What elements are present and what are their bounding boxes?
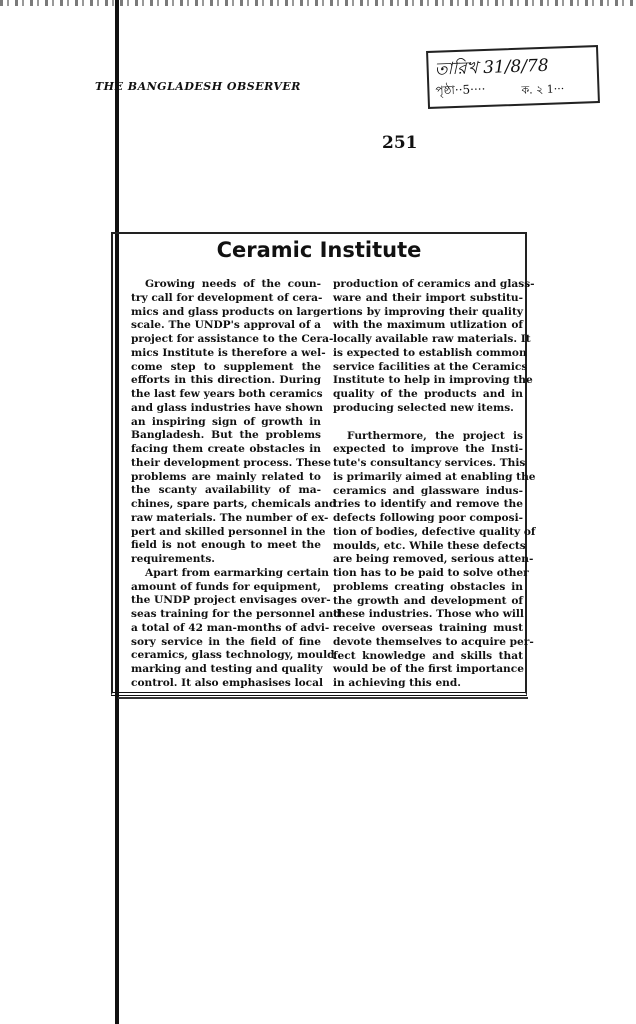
text-line: tion of bodies, defective quality of (333, 525, 536, 538)
stamp-page-row: পৃষ্ঠা··5···· (435, 81, 486, 98)
text-line: try call for development of cera- (131, 291, 323, 304)
text-line: a total of 42 man-months of advi- (131, 621, 330, 634)
text-line: defects following poor composi- (333, 512, 523, 524)
text-line: mics and glass products on larger (131, 305, 333, 318)
text-line: requirements. (131, 553, 215, 565)
text-line: an inspiring sign of growth in (131, 415, 321, 428)
text-line: Furthermore, the project is (347, 429, 523, 442)
stamp-column: 1 (546, 82, 555, 96)
text-line: production of ceramics and glass- (333, 278, 535, 290)
text-line: facing them create obstacles in (131, 443, 321, 455)
text-line: is expected to establish common (333, 346, 527, 359)
stamp-column-row: ক. ২ 1··· (521, 82, 565, 97)
text-line: producing selected new items. (333, 401, 514, 414)
article-title: Ceramic Institute (216, 238, 422, 262)
text-line: moulds, etc. While these defects (333, 539, 526, 552)
text-line: expected to improve the Insti- (333, 443, 523, 456)
text-line: receive overseas training must (333, 622, 523, 634)
text-line: control. It also emphasises local (131, 676, 324, 689)
stamp-page: 5 (462, 82, 471, 97)
text-line: marking and testing and quality (131, 663, 323, 675)
text-line: devote themselves to acquire per- (333, 635, 534, 648)
text-line: in achieving this end. (333, 677, 461, 689)
text-line: amount of funds for equipment, (131, 580, 321, 593)
text-line: Growing needs of the coun- (145, 278, 321, 290)
text-line: scale. The UNDP's approval of a (131, 319, 321, 332)
text-line: tion has to be paid to solve other (333, 567, 529, 579)
text-line: the last few years both ceramics (131, 388, 323, 400)
article-clipping (111, 232, 536, 696)
text-line: come step to supplement the (131, 360, 321, 373)
text-line: problems creating obstacles in (333, 580, 523, 593)
text-line: chines, spare parts, chemicals and (131, 498, 337, 510)
text-line: Institute to help in improving the (333, 374, 533, 387)
text-line: project for assistance to the Cera- (131, 333, 334, 345)
text-line: the growth and development of (333, 594, 523, 607)
text-line: tute's consultancy services. This (333, 457, 526, 469)
paragraph-gap (333, 416, 523, 430)
text-line: raw materials. The number of ex- (131, 511, 329, 524)
text-line: tions by improving their quality (333, 305, 523, 318)
stamp-date: 31/8/78 (482, 55, 550, 79)
stamp-date-label: তারিখ (434, 58, 479, 80)
text-line: would be of the first importance (333, 663, 524, 676)
text-line: Bangladesh. But the problems (131, 429, 321, 442)
stamp-page-label: পৃষ্ঠা (435, 83, 456, 98)
text-line: tries to identify and remove the (333, 498, 523, 511)
text-line: field is not enough to meet the (131, 539, 321, 552)
text-line: the scanty availability of ma- (131, 484, 321, 497)
scan-noise-band (0, 0, 636, 6)
text-line: service facilities at the Ceramics (333, 360, 528, 373)
text-line: the UNDP project envisages over- (131, 594, 331, 607)
text-line: mics Institute is therefore a wel- (131, 346, 326, 359)
article-column-1 (131, 278, 341, 691)
stamp-column-label: ক. ২ (521, 82, 544, 97)
text-line: fect knowledge and skills that (333, 649, 523, 662)
bottom-rule (118, 697, 528, 699)
page-number: 251 (382, 133, 418, 153)
newspaper-name: THE BANGLADESH OBSERVER (95, 80, 301, 93)
text-line: and glass industries have shown (131, 401, 323, 414)
text-line: ware and their import substitu- (333, 291, 523, 304)
text-line: ceramics and glassware indus- (333, 484, 523, 497)
text-line: sory service in the field of fine (131, 635, 321, 648)
text-line: is primarily aimed at enabling the (333, 470, 536, 483)
text-line: ceramics, glass technology, mould (131, 649, 335, 662)
text-line: quality of the products and in (333, 388, 523, 400)
text-line: with the maximum utlization of (333, 319, 523, 332)
text-line: are being removed, serious atten- (333, 553, 534, 566)
article-column-2 (333, 278, 536, 691)
text-line: efforts in this direction. During (131, 374, 321, 387)
text-line: seas training for the personnel and (131, 608, 341, 620)
text-line: pert and skilled personnel in the (131, 525, 326, 538)
text-line: Apart from earmarking certain (145, 566, 330, 579)
text-line: their development process. These (131, 456, 331, 469)
text-line: problems are mainly related to (131, 470, 321, 483)
date-stamp (426, 45, 600, 109)
stamp-date-row (434, 53, 549, 85)
text-line: these industries. Those who will (333, 608, 524, 621)
text-line: locally available raw materials. It (333, 333, 531, 345)
